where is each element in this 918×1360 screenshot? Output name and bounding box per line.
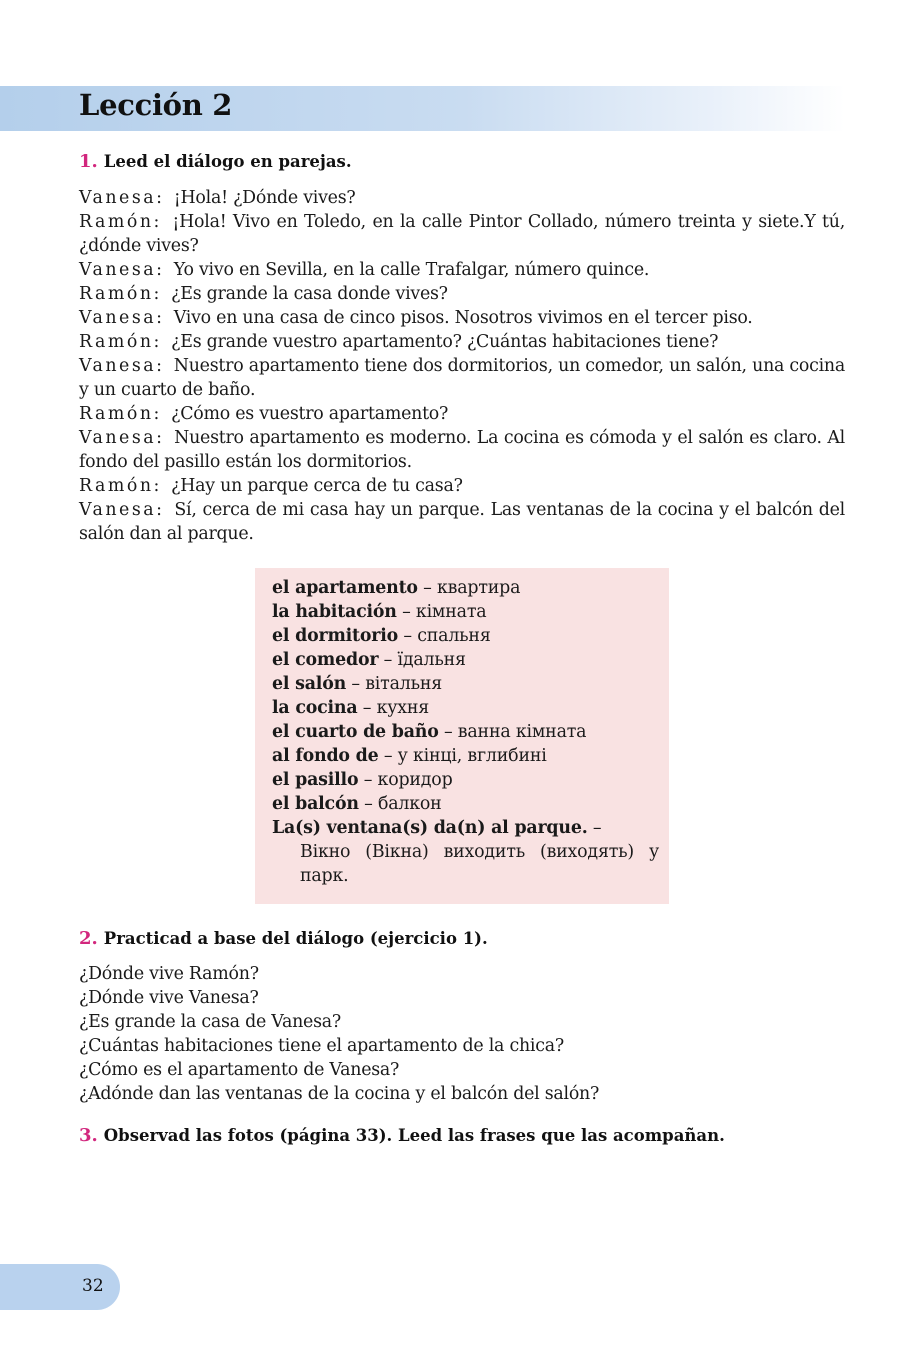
dialogue-line [79,330,845,354]
vocabulary-item [272,792,659,816]
vocabulary-item [272,696,659,720]
question-item: ¿Adónde dan las ventanas de la cocina y el balcón del salón? [79,1084,600,1104]
vocabulary-term: el cuarto de baño [272,722,439,742]
vocabulary-term: la habitación [272,602,397,622]
dialogue-text: Nuestro apartamento tiene dos dormitorios, un comedor, un salón, una cocina y un cuarto de baño. [79,356,845,400]
vocabulary-term: La(s) ventana(s) da(n) al parque. [272,818,588,838]
exercise-2-instruction: Practicad a base del diálogo (ejercicio 1). [103,929,488,948]
vocabulary-term: la cocina [272,698,358,718]
vocabulary-item [272,744,659,768]
dialogue-line [79,474,845,498]
exercise-3-number: 3. [79,1125,98,1146]
vocabulary-translation: – їдальня [378,650,466,670]
dialogue-line [79,282,845,306]
question-item: ¿Es grande la casa de Vanesa? [79,1012,341,1032]
page-number-tab [0,1264,120,1310]
dialogue-speaker: Ramón: [79,284,162,304]
dialogue-speaker: Ramón: [79,476,162,496]
dialogue-speaker: Vanesa: [79,308,165,328]
vocabulary-translation: – [587,818,602,838]
dialogue-text: ¿Es grande vuestro apartamento? ¿Cuántas habitaciones tiene? [171,332,719,352]
vocabulary-translation: – кухня [357,698,430,718]
dialogue-line [79,426,845,474]
vocabulary-item [272,600,659,624]
vocabulary-translation: – вітальня [346,674,443,694]
dialogue-line [79,498,845,546]
vocabulary-item [272,576,659,600]
exercise-1-instruction: Leed el diálogo en parejas. [103,152,352,171]
vocabulary-item [272,720,659,744]
dialogue-line [79,258,845,282]
vocabulary-translation: – спальня [398,626,491,646]
dialogue-text: ¡Hola! ¿Dónde vives? [173,188,356,208]
exercise-1-heading [79,151,352,172]
vocabulary-translation: – у кінці, вглибині [378,746,547,766]
dialogue-line [79,306,845,330]
dialogue-line [79,354,845,402]
vocabulary-list [272,576,659,888]
dialogue-text: ¿Es grande la casa donde vives? [171,284,448,304]
vocabulary-item [272,816,659,840]
vocabulary-term: el pasillo [272,770,359,790]
vocabulary-item [272,648,659,672]
vocabulary-box [255,568,669,904]
dialogue-speaker: Ramón: [79,404,162,424]
vocabulary-term: al fondo de [272,746,379,766]
exercise-2-heading [79,928,488,949]
vocabulary-item [272,624,659,648]
vocabulary-term: el salón [272,674,347,694]
vocabulary-term: el comedor [272,650,379,670]
lesson-title: Lección 2 [79,88,233,122]
dialogue-speaker: Vanesa: [79,188,165,208]
page-number: 32 [82,1276,104,1296]
vocabulary-term: el dormitorio [272,626,399,646]
dialogue-text: ¡Hola! Vivo en Toledo, en la calle Pintor Collado, número treinta y siete.Y tú, ¿dónde vives? [79,212,846,256]
exercise-3-instruction: Observad las fotos (página 33). Leed las frases que las acompañan. [103,1126,725,1145]
dialogue-line [79,186,845,210]
dialogue-text: Vivo en una casa de cinco pisos. Nosotros vivimos en el tercer piso. [173,308,753,328]
dialogue-speaker: Ramón: [79,212,162,232]
vocabulary-item [272,768,659,792]
dialogue-text: Yo vivo en Sevilla, en la calle Trafalgar, número quince. [173,260,650,280]
question-list [79,962,845,1106]
exercise-2-number: 2. [79,928,98,949]
dialogue-text: Nuestro apartamento es moderno. La cocina es cómoda y el salón es claro. Al fondo del pasillo están los dormitorios. [79,428,845,472]
dialogue-text: Sí, cerca de mi casa hay un parque. Las ventanas de la cocina y el balcón del salón dan al parque. [79,500,845,544]
dialogue-speaker: Vanesa: [79,260,165,280]
dialogue-line [79,402,845,426]
dialogue [79,186,845,546]
vocabulary-term: el balcón [272,794,359,814]
vocabulary-item [272,672,659,696]
vocabulary-translation: – ванна кімната [438,722,587,742]
vocabulary-translation: – коридор [358,770,453,790]
exercise-3-heading [79,1125,725,1146]
dialogue-speaker: Vanesa: [79,428,165,448]
question-item: ¿Dónde vive Ramón? [79,964,259,984]
question-item: ¿Cómo es el apartamento de Vanesa? [79,1060,400,1080]
dialogue-speaker: Vanesa: [79,500,165,520]
vocabulary-translation: – кімната [396,602,487,622]
dialogue-text: ¿Cómo es vuestro apartamento? [171,404,449,424]
dialogue-speaker: Ramón: [79,332,162,352]
exercise-1-number: 1. [79,151,98,172]
dialogue-line [79,210,845,258]
dialogue-speaker: Vanesa: [79,356,165,376]
vocabulary-translation: – балкон [358,794,442,814]
dialogue-text: ¿Hay un parque cerca de tu casa? [171,476,463,496]
question-item: ¿Cuántas habitaciones tiene el apartamento de la chica? [79,1036,564,1056]
question-item: ¿Dónde vive Vanesa? [79,988,259,1008]
vocabulary-term: el apartamento [272,578,418,598]
vocabulary-translation-continued: Вікно (Вікна) виходить (виходять) у парк. [300,842,659,886]
vocabulary-translation: – квартира [417,578,521,598]
